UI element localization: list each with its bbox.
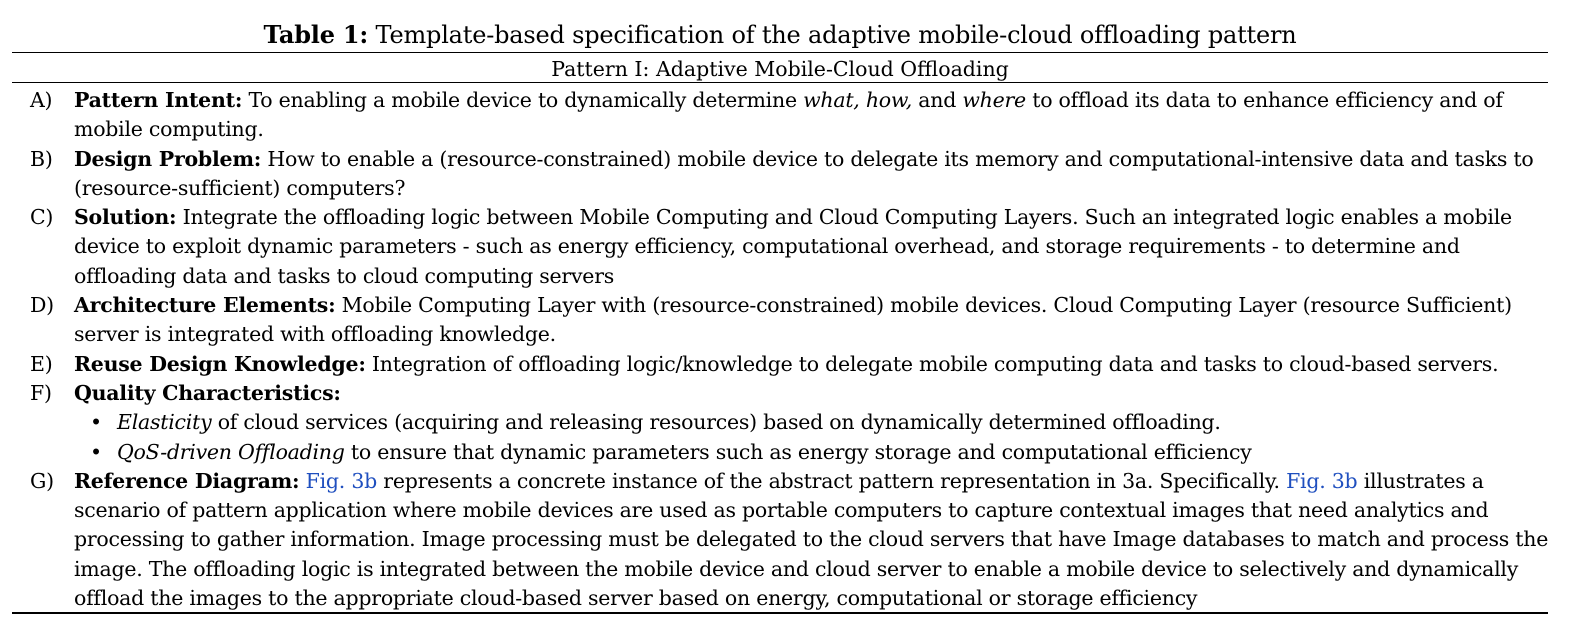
row-text: Mobile Computing Layer with (resource-constrained) mobile devices. Cloud Computing Layer (resource Sufficient) server is integrated with offloading knowledge.: [74, 293, 1512, 347]
table-body: [0, 86, 1560, 613]
row-marker: A): [30, 88, 53, 112]
row-marker: D): [30, 293, 54, 318]
bullet-dot-icon: •: [90, 439, 102, 464]
bullet-text: [117, 408, 1537, 437]
row-marker: C): [30, 205, 54, 230]
table-bottom-rule: [12, 612, 1548, 614]
bullet-text: [117, 438, 1537, 467]
bullet-plain-text: to ensure that dynamic parameters such as energy storage and computational efficiency: [344, 439, 1252, 464]
bullet-italic-text: Elasticity: [117, 410, 212, 435]
row-heading: Architecture Elements:: [74, 293, 336, 318]
table-caption-label: Table 1:: [263, 20, 369, 49]
row-italic-text: what, how,: [803, 88, 913, 112]
row-text: to offload its data to enhance efficiency and of mobile computing.: [74, 88, 1503, 142]
bullet-item: [0, 408, 1560, 437]
row-text: How to enable a (resource-constrained) mobile device to delegate its memory and computational-intensive data and tasks to (resource-sufficient) computers?: [74, 146, 1534, 200]
row-body: [74, 379, 1554, 408]
row-heading: Reference Diagram:: [74, 468, 300, 493]
row-heading: Quality Characteristics:: [74, 380, 341, 405]
row-marker: E): [30, 351, 53, 376]
row-marker: G): [30, 468, 54, 493]
row-text: Integrate the offloading logic between Mobile Computing and Cloud Computing Layers. Such an integrated logic enables a mobile device to exploit dynamic parameters - such as energy efficiency, computational overhead, and storage requirements - to determine and offloading data and tasks to cloud computing servers: [74, 205, 1512, 288]
bullet-dot-icon: •: [90, 410, 102, 435]
row-text: illustrates a scenario of pattern application where mobile devices are used as portable computers to capture contextual images that need analytics and processing to gather information. Image processing must be delegated to the cloud servers that have Image databases to match and process the image. The offloading logic is integrated between the mobile device and cloud server to enable a mobile device to selectively and dynamically offload the images to the appropriate cloud-based server based on energy, computational or storage efficiency: [74, 468, 1549, 611]
row-body: [74, 86, 1554, 145]
row-marker: B): [30, 146, 53, 171]
bullet-item: [0, 438, 1560, 467]
row-design-problem: [0, 145, 1560, 204]
row-body: [74, 350, 1554, 379]
bullet-italic-text: QoS-driven Offloading: [117, 439, 345, 464]
bullet-plain-text: of cloud services (acquiring and releasing resources) based on dynamically determined offloading.: [211, 410, 1221, 435]
pattern-title: Pattern I: Adaptive Mobile-Cloud Offloading: [551, 57, 1009, 81]
row-body: [74, 467, 1554, 613]
table-top-rule: [12, 52, 1548, 53]
row-solution: [0, 203, 1560, 291]
figure-link[interactable]: Fig. 3b: [305, 468, 378, 493]
row-heading: Solution:: [74, 205, 177, 230]
table-caption: [0, 20, 1560, 50]
row-reuse-design-knowledge: [0, 350, 1560, 379]
table-header-rule: [12, 82, 1548, 83]
row-text: Integration of offloading logic/knowledge to delegate mobile computing data and tasks to cloud-based servers.: [365, 351, 1499, 376]
figure-link[interactable]: Fig. 3b: [1286, 468, 1358, 493]
row-quality-characteristics: [0, 379, 1560, 408]
row-pattern-intent: [0, 86, 1560, 145]
table-caption-text: Template-based specification of the adaptive mobile-cloud offloading pattern: [368, 21, 1297, 49]
row-body: [74, 145, 1554, 204]
row-body: [74, 203, 1554, 291]
row-architecture-elements: [0, 291, 1560, 350]
row-heading: Pattern Intent:: [74, 88, 243, 112]
row-marker: F): [30, 380, 52, 405]
row-text: To enabling a mobile device to dynamically determine: [242, 88, 804, 112]
row-reference-diagram: [0, 467, 1560, 613]
row-heading: Reuse Design Knowledge:: [74, 351, 366, 376]
row-text: represents a concrete instance of the abstract pattern representation in 3a. Specifically.: [377, 468, 1287, 493]
row-body: [74, 291, 1554, 350]
row-text: and: [912, 88, 963, 112]
row-italic-text: where: [962, 88, 1026, 112]
row-heading: Design Problem:: [74, 146, 262, 171]
